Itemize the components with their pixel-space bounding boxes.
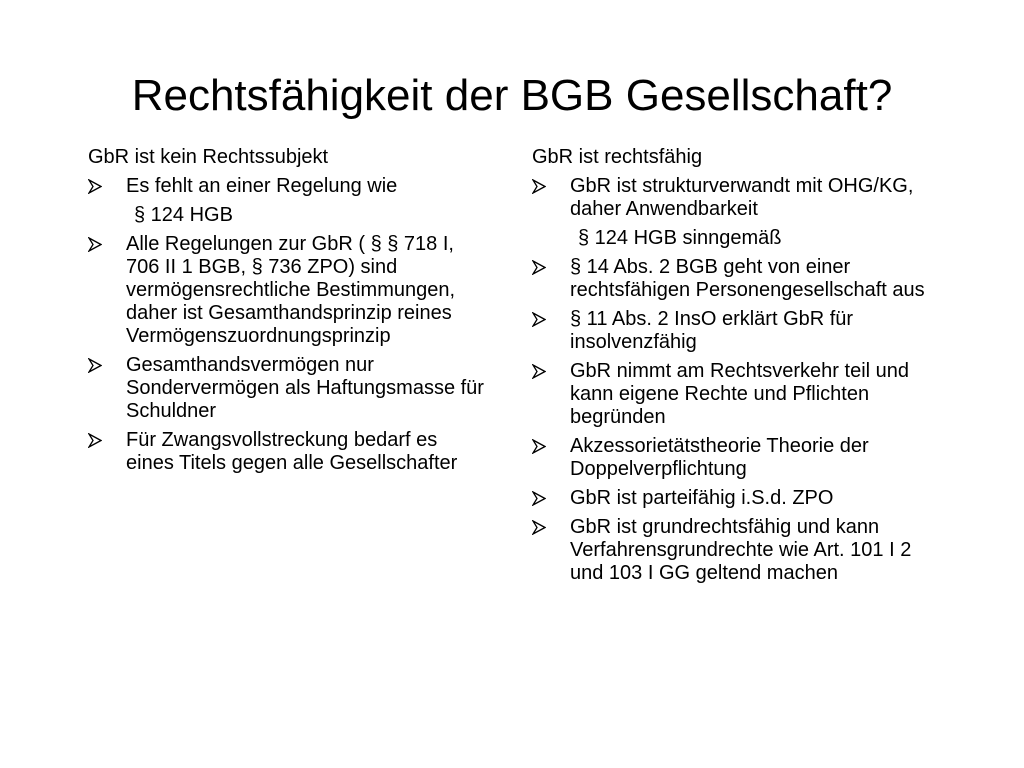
list-item [88,175,488,198]
list-item [532,308,944,354]
left-bullet-list [88,175,488,475]
list-item-text: GbR ist grundrechtsfähig und kann Verfahrensgrundrechte wie Art. 101 I 2 und 103 I GG geltend machen [570,516,912,584]
list-item [532,256,944,302]
arrowhead-bullet-icon [532,360,552,379]
list-item-continuation [88,204,488,227]
list-item-text: § 14 Abs. 2 BGB geht von einer rechtsfähigen Personengesellschaft aus [570,256,925,301]
list-item [88,429,488,475]
arrowhead-bullet-icon [88,175,108,194]
list-item-text: GbR nimmt am Rechtsverkehr teil und kann eigene Rechte und Pflichten begründen [570,360,910,428]
list-item-text: § 11 Abs. 2 InsO erklärt GbR für insolvenzfähig [570,308,854,353]
list-item [532,435,944,481]
list-item [88,233,488,348]
slide-title: Rechtsfähigkeit der BGB Gesellschaft? [131,71,893,120]
arrowhead-bullet-icon [88,429,108,448]
right-column [532,146,944,591]
arrowhead-bullet-icon [532,175,552,194]
left-column [88,146,488,481]
arrowhead-bullet-icon [88,354,108,373]
list-item-continuation-text: § 124 HGB sinngemäß [578,227,782,249]
list-item [532,487,944,510]
list-item-continuation-text: § 124 HGB [134,204,233,226]
list-item-text: Es fehlt an einer Regelung wie [126,175,398,197]
list-item-text: Für Zwangsvollstreckung bedarf es eines Titels gegen alle Gesellschafter [126,429,458,474]
list-item [532,360,944,429]
arrowhead-bullet-icon [532,487,552,506]
arrowhead-bullet-icon [532,435,552,454]
right-bullet-list [532,175,944,585]
list-item-text: GbR ist strukturverwandt mit OHG/KG, daher Anwendbarkeit [570,175,914,220]
list-item-text: Akzessorietätstheorie Theorie der Doppelverpflichtung [570,435,869,480]
list-item-text: Alle Regelungen zur GbR ( § § 718 I, 706 II 1 BGB, § 736 ZPO) sind vermögensrechtliche Bestimmungen, daher ist Gesamthandsprinzip reines Vermögenszuordnungsprinzip [126,233,456,347]
list-item-text: Gesamthandsvermögen nur Sondervermögen als Haftungsmasse für Schuldner [126,354,484,422]
list-item [532,516,944,585]
list-item-text: GbR ist parteifähig i.S.d. ZPO [570,487,834,509]
arrowhead-bullet-icon [532,308,552,327]
list-item [532,175,944,221]
list-item [88,354,488,423]
arrowhead-bullet-icon [532,516,552,535]
arrowhead-bullet-icon [532,256,552,275]
arrowhead-bullet-icon [88,233,108,252]
list-item-continuation [532,227,944,250]
right-column-heading: GbR ist rechtsfähig [532,146,703,168]
left-column-heading: GbR ist kein Rechtssubjekt [88,146,329,168]
